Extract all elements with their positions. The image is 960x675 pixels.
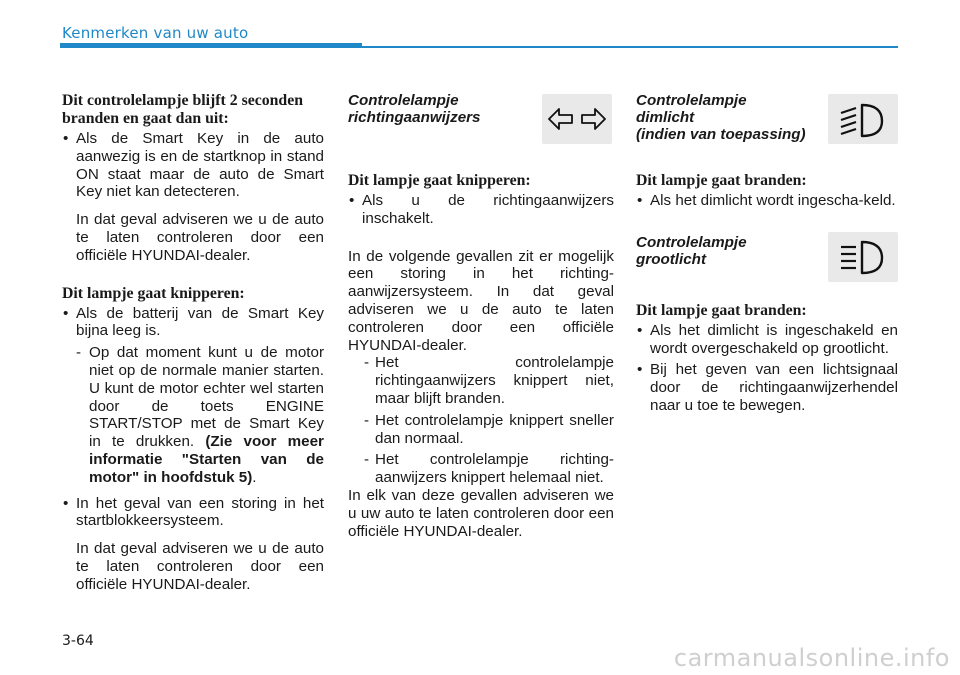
paragraph-advice: In elk van deze gevallen adviseren we u uw auto te laten controleren door een officiële HYUNDAI-dealer. bbox=[348, 486, 614, 540]
advice-dealer-2: In dat geval adviseren we u de auto te laten controleren door een officiële HYUNDAI-dealer. bbox=[76, 540, 324, 593]
bullet-low-beam-on: • Als het dimlicht wordt ingescha-keld. bbox=[636, 192, 898, 210]
heading-lights-up-low: Dit lampje gaat branden: bbox=[636, 172, 807, 189]
dash-end: . bbox=[252, 468, 257, 486]
watermark: carmanualsonline.info bbox=[673, 644, 950, 672]
dash-not-at-all: - Het controlelampje richting-aanwijzers knippert helemaal niet. bbox=[348, 451, 614, 487]
header-rule-thin bbox=[362, 46, 898, 48]
paragraph-fault-cases: In de volgende gevallen zit er mogelijk een storing in het richting-aanwijzersysteem. In dat geval adviseren we u de auto te laten controleren door een officiële HYUNDAI-dealer. bbox=[348, 247, 614, 354]
lamp-title-line: Controlelampje bbox=[636, 233, 747, 251]
advice-dealer: In dat geval adviseren we u de auto te laten controleren door een officiële HYUNDAI-dealer. bbox=[76, 211, 324, 264]
bullet-immobilizer-fault: • In het geval van een storing in het startblokkeersysteem. bbox=[62, 495, 324, 531]
section-title: Kenmerken van uw auto bbox=[62, 24, 249, 42]
high-beam-icon bbox=[828, 232, 898, 282]
heading-blinks-turn: Dit lampje gaat knipperen: bbox=[348, 172, 531, 189]
lamp-title-high-beam bbox=[636, 234, 747, 268]
column-3 bbox=[636, 92, 898, 415]
lamp-title-line: richtingaanwijzers bbox=[348, 109, 481, 126]
lamp-title-line: dimlicht bbox=[636, 109, 695, 126]
heading-lights-up-high: Dit lampje gaat branden: bbox=[636, 301, 807, 319]
lamp-title-line: Controlelampje bbox=[348, 92, 459, 109]
bullet-smart-key-not-detected: • Als de Smart Key in de auto aanwezig is en de startknop in stand ON staat maar de auto de Smart Key niet kan detecteren. bbox=[62, 130, 324, 201]
bullet-high-beam-on: • Als het dimlicht is ingeschakeld en wordt overgeschakeld op grootlicht. bbox=[636, 322, 898, 358]
heading-blinks: Dit lampje gaat knipperen: bbox=[62, 284, 245, 302]
lamp-title-low-beam bbox=[636, 92, 806, 143]
bullet-turn-on: • Als u de richtingaanwijzers inschakelt. bbox=[348, 192, 614, 228]
column-1 bbox=[62, 92, 324, 594]
lamp-title-line: grootlicht bbox=[636, 250, 707, 268]
column-2 bbox=[348, 92, 614, 540]
dash-faster: - Het controlelampje knippert sneller dan normaal. bbox=[348, 412, 614, 448]
lamp-title-line: (indien van toepassing) bbox=[636, 126, 806, 143]
turn-signal-arrows-icon bbox=[542, 94, 612, 144]
lamp-title-line: Controlelampje bbox=[636, 92, 747, 109]
header-rule-thick bbox=[60, 43, 362, 48]
heading-stays-on: Dit controlelampje blijft 2 seconden branden en gaat dan uit: bbox=[62, 92, 304, 127]
lamp-title-turn-signal bbox=[348, 92, 481, 126]
low-beam-icon bbox=[828, 94, 898, 144]
dash-start-engine-text: Op dat moment kunt u de motor niet op de normale manier starten. U kunt de motor echter wel starten door de toets ENGINE START/STOP met de Smart Key in te drukken. bbox=[89, 344, 324, 451]
bullet-battery-low: • Als de batterij van de Smart Key bijna leeg is. bbox=[62, 305, 324, 341]
dash-stays-lit: - Het controlelampje richtingaanwijzers knippert niet, maar blijft branden. bbox=[348, 354, 614, 407]
page-number: 3-64 bbox=[62, 633, 94, 649]
reference-chapter-5: (Zie voor meer informatie "Starten van de motor" in hoofdstuk 5) bbox=[89, 433, 324, 486]
dash-start-engine bbox=[62, 344, 324, 486]
bullet-flash-signal: • Bij het geven van een lichtsignaal door de richtingaanwijzerhendel naar u toe te bewegen. bbox=[636, 361, 898, 414]
